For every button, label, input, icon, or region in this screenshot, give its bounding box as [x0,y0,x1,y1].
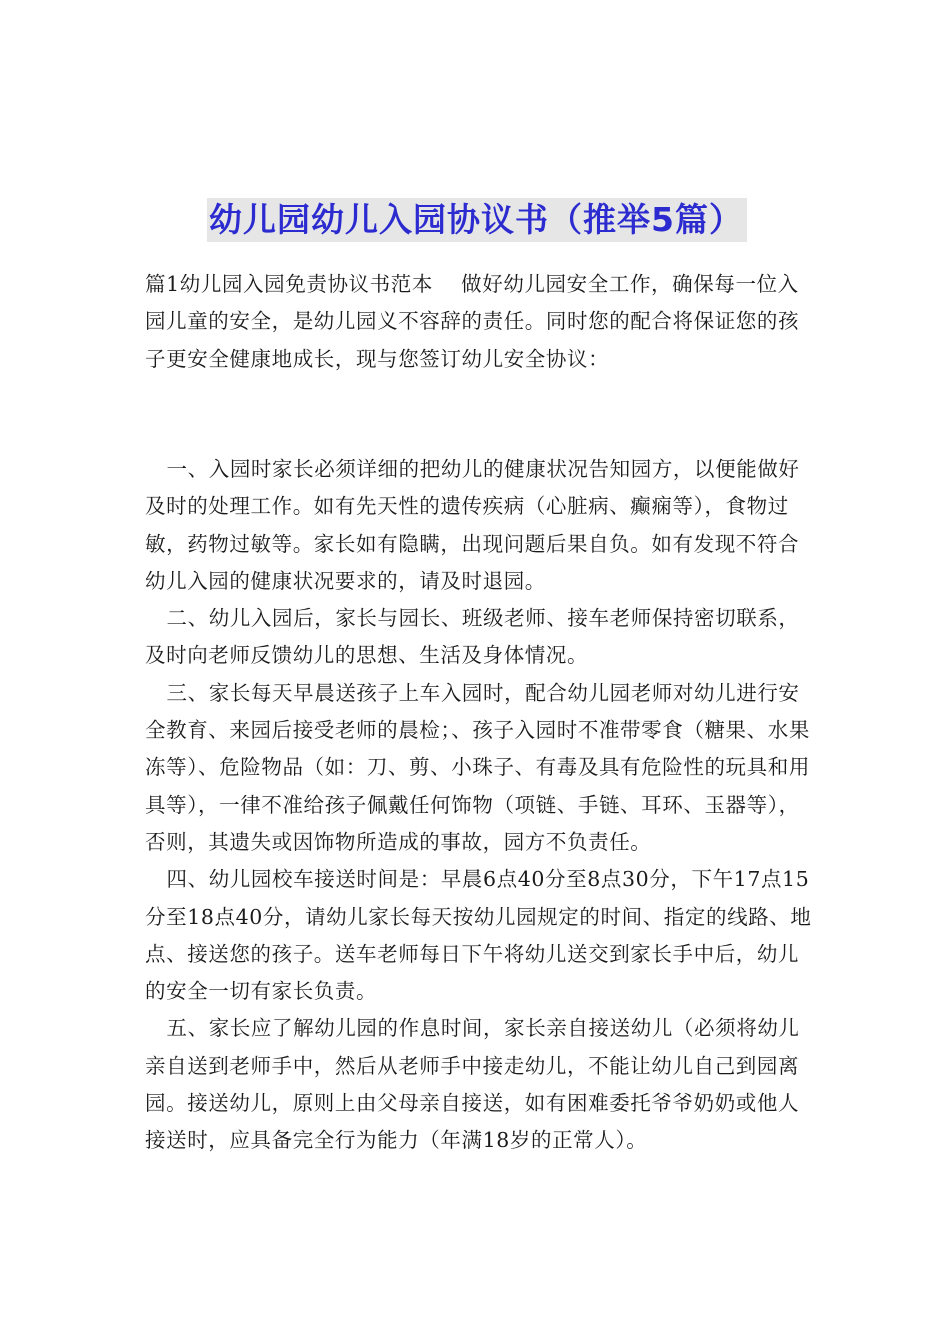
clause-paragraph-1: 一、入园时家长必须详细的把幼儿的健康状况告知园方，以便能做好及时的处理工作。如有先天性的遗传疾病（心脏病、癫痫等），食物过敏，药物过敏等。家长如有隐瞒，出现问题后果自负。如有发现不符合幼儿入园的健康状况要求的，请及时退园。 [145,457,800,593]
clauses-section [145,451,812,1160]
title-container [0,176,950,264]
clause-paragraph-5: 五、家长应了解幼儿园的作息时间，家长亲自接送幼儿（必须将幼儿亲自送到老师手中，然后从老师手中接走幼儿，不能让幼儿自己到园离园。接送幼儿，原则上由父母亲自接送，如有困难委托爷爷奶奶或他人接送时，应具备完全行为能力（年满18岁的正常人）。 [145,1016,800,1153]
intro-paragraph: 篇1幼儿园入园免责协议书范本 做好幼儿园安全工作，确保每一位入园儿童的安全，是幼儿园义不容辞的责任。同时您的配合将保证您的孩子更安全健康地成长，现与您签订幼儿安全协议： [145,272,800,371]
clause-paragraph-4: 四、幼儿园校车接送时间是：早晨6点40分至8点30分，下午17点15分至18点40分，请幼儿家长每天按幼儿园规定的时间、指定的线路、地点、接送您的孩子。送车老师每日下午将幼儿送交到家长手中后，幼儿的安全一切有家长负责。 [145,867,812,1004]
intro-section [145,266,812,378]
clause-paragraph-3: 三、家长每天早晨送孩子上车入园时，配合幼儿园老师对幼儿进行安全教育、来园后接受老师的晨检；、孩子入园时不准带零食（糖果、水果冻等）、危险物品（如：刀、剪、小珠子、有毒及具有危险性的玩具和用具等），一律不准给孩子佩戴任何饰物（项链、手链、耳环、玉器等），否则，其遗失或因饰物所造成的事故，园方不负责任。 [145,680,810,854]
document-title: 幼儿园幼儿入园协议书（推举5篇） [207,198,747,242]
clause-paragraph-2: 二、幼儿入园后，家长与园长、班级老师、接车老师保持密切联系，及时向老师反馈幼儿的思想、生活及身体情况。 [145,606,800,668]
